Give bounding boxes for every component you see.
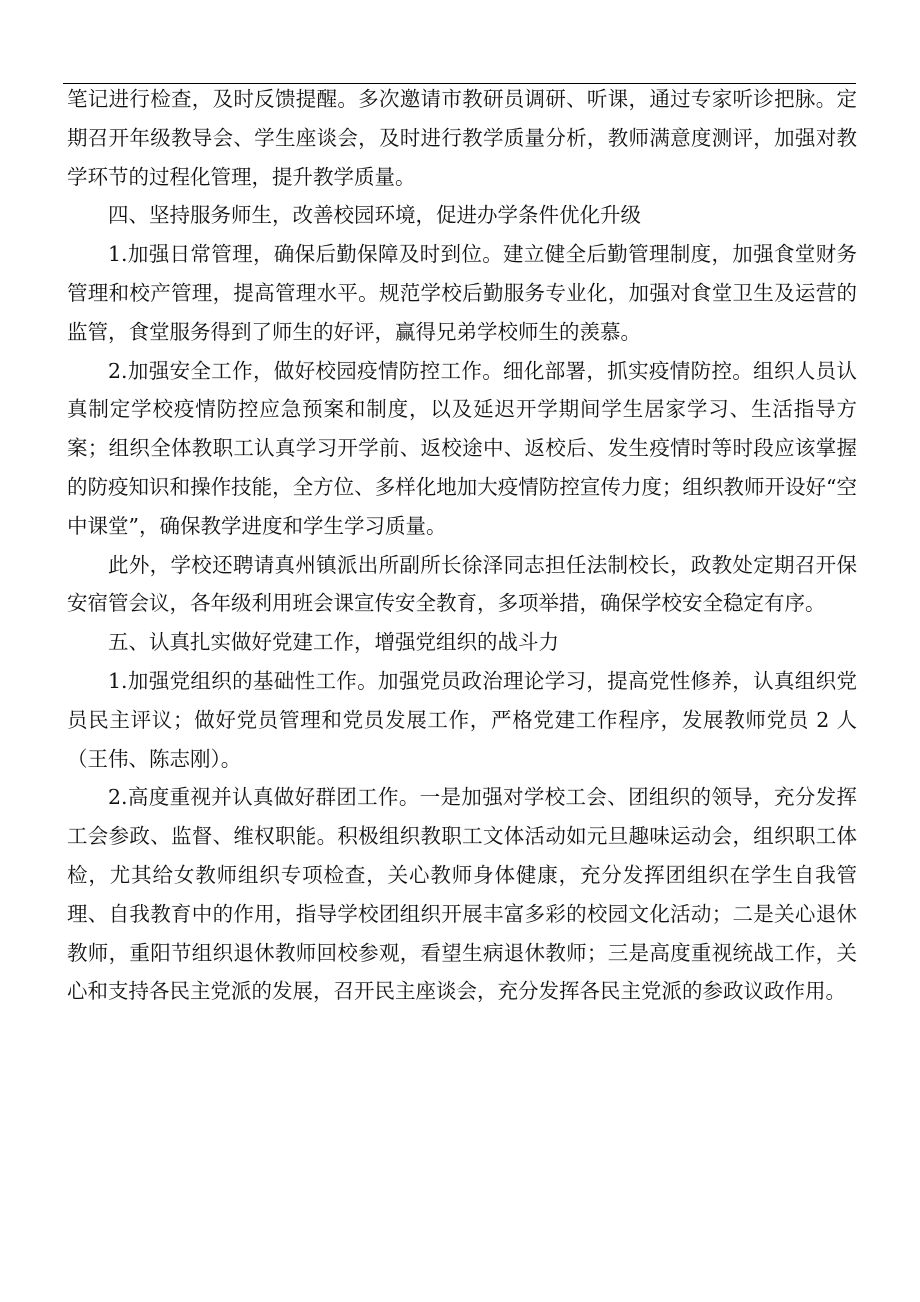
paragraph-party-foundation: 1.加强党组织的基础性工作。加强党员政治理论学习，提高党性修养，认真组织党员民主评议；做好党员管理和党员发展工作，严格党建工作程序，发展教师党员 2 人（王伟、陈志刚）。 [67, 668, 857, 771]
paragraph-mass-organizations: 2.高度重视并认真做好群团工作。一是加强对学校工会、团组织的领导，充分发挥工会参政、监督、维权职能。积极组织教职工文体活动如元旦趣味运动会，组织职工体检，尤其给女教师组织专项检查，关心教师身体健康，充分发挥团组织在学生自我管理、自我教育中的作用，指导学校团组织开展丰富多彩的校园文化活动；二是关心退休教师，重阳节组织退休教师回校参观，看望生病退休教师；三是高度重视统战工作，关心和支持各民主党派的发展，召开民主座谈会，充分发挥各民主党派的参政议政作用。 [67, 785, 857, 1004]
document-body [67, 80, 857, 1011]
paragraph-safety: 2.加强安全工作，做好校园疫情防控工作。细化部署，抓实疫情防控。组织人员认真制定学校疫情防控应急预案和制度，以及延迟开学期间学生居家学习、生活指导方案；组织全体教职工认真学习开学前、返校途中、返校后、发生疫情时等时段应该掌握的防疫知识和操作技能，全方位、多样化地加大疫情防控宣传力度；组织教师开设好“空中课堂”，确保教学进度和学生学习质量。 [67, 358, 857, 538]
section-heading-five: 五、认真扎实做好党建工作，增强党组织的战斗力 [108, 630, 559, 655]
paragraph-continuation: 笔记进行检查，及时反馈提醒。多次邀请市教研员调研、听课，通过专家听诊把脉。定期召开年级教导会、学生座谈会，及时进行教学质量分析，教师满意度测评，加强对教学环节的过程化管理，提升教学质量。 [67, 87, 857, 189]
paragraph-logistics: 1.加强日常管理，确保后勤保障及时到位。建立健全后勤管理制度，加强食堂财务管理和校产管理，提高管理水平。规范学校后勤服务专业化，加强对食堂卫生及运营的监管，食堂服务得到了师生的好评，赢得兄弟学校师生的羡慕。 [67, 242, 857, 344]
paragraph-legal-principal: 此外，学校还聘请真州镇派出所副所长徐泽同志担任法制校长，政教处定期召开保安宿管会议，各年级利用班会课宣传安全教育，多项举措，确保学校安全稳定有序。 [67, 552, 857, 616]
section-heading-four: 四、坚持服务师生，改善校园环境，促进办学条件优化升级 [108, 203, 641, 228]
